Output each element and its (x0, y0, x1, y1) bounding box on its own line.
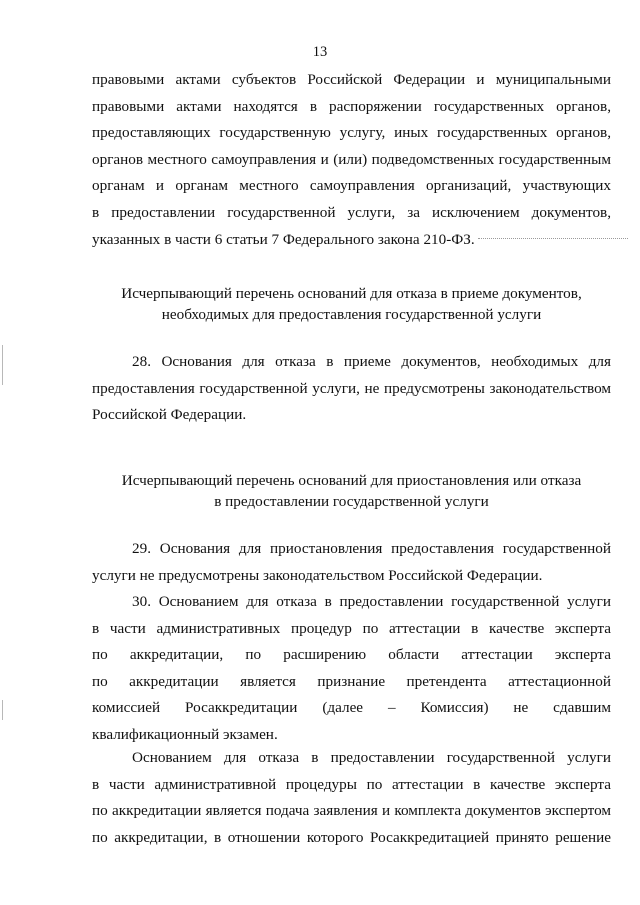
text-line: по аккредитации является подача заявления и комплекта документов экспертом (92, 802, 611, 820)
text-line: органов местного самоуправления и (или) подведомственных государственным (92, 150, 611, 168)
text-line: комиссией Росаккредитации (далее – Комиссия) не сдавшим (92, 699, 611, 717)
page-number: 13 (312, 44, 328, 60)
heading-line: Исчерпывающий перечень оснований для приостановления или отказа (121, 472, 582, 489)
text-line: услуги не предусмотрены законодательством Российской Федерации. (92, 566, 543, 584)
text-line: 30. Основанием для отказа в предоставлении государственной услуги (132, 593, 611, 610)
paragraph-28 (92, 349, 611, 429)
section-heading-refusal-acceptance (92, 284, 611, 325)
paragraph-30 (92, 589, 611, 749)
text-line: по аккредитации является признание претендента аттестационной (92, 672, 611, 690)
text-line: квалификационный экзамен. (92, 725, 278, 743)
heading-line: необходимых для предоставления государственной услуги (161, 305, 542, 323)
scan-edge-mark (2, 345, 3, 385)
heading-line: Исчерпывающий перечень оснований для отказа в приеме документов, (121, 285, 582, 302)
paragraph-30-continued (92, 745, 611, 851)
dotted-line (478, 237, 628, 239)
text-line: указанных в части 6 статьи 7 Федерального закона 210-ФЗ. (92, 230, 475, 248)
text-line: 28. Основания для отказа в приеме документов, необходимых для (132, 353, 611, 370)
text-line: предоставления государственной услуги, не предусмотрены законодательством (92, 379, 611, 397)
text-line: по аккредитации, по расширению области аттестации эксперта (92, 646, 611, 664)
paragraph-intro (92, 67, 611, 253)
scan-edge-mark (2, 700, 3, 720)
heading-line: в предоставлении государственной услуги (214, 492, 489, 510)
text-line: правовыми актами субъектов Российской Федерации и муниципальными (92, 71, 611, 88)
text-line: предоставляющих государственную услугу, иных государственных органов, (92, 124, 611, 142)
text-line: правовыми актами находятся в распоряжении государственных органов, (92, 97, 611, 115)
text-line: Основанием для отказа в предоставлении государственной услуги (132, 749, 611, 766)
text-line: Российской Федерации. (92, 406, 247, 424)
text-line: в части административной процедуры по аттестации в качестве эксперта (92, 775, 611, 793)
text-line: 29. Основания для приостановления предоставления государственной (132, 540, 611, 557)
text-line: по аккредитации, в отношении которого Росаккредитацией принято решение (92, 828, 611, 846)
paragraph-29 (92, 536, 611, 589)
text-line: органам и органам местного самоуправления организаций, участвующих (92, 177, 611, 195)
text-line: в части административных процедур по аттестации в качестве эксперта (92, 619, 611, 637)
text-line: в предоставлении государственной услуги, за исключением документов, (92, 203, 611, 221)
section-heading-refusal-service (92, 471, 611, 512)
